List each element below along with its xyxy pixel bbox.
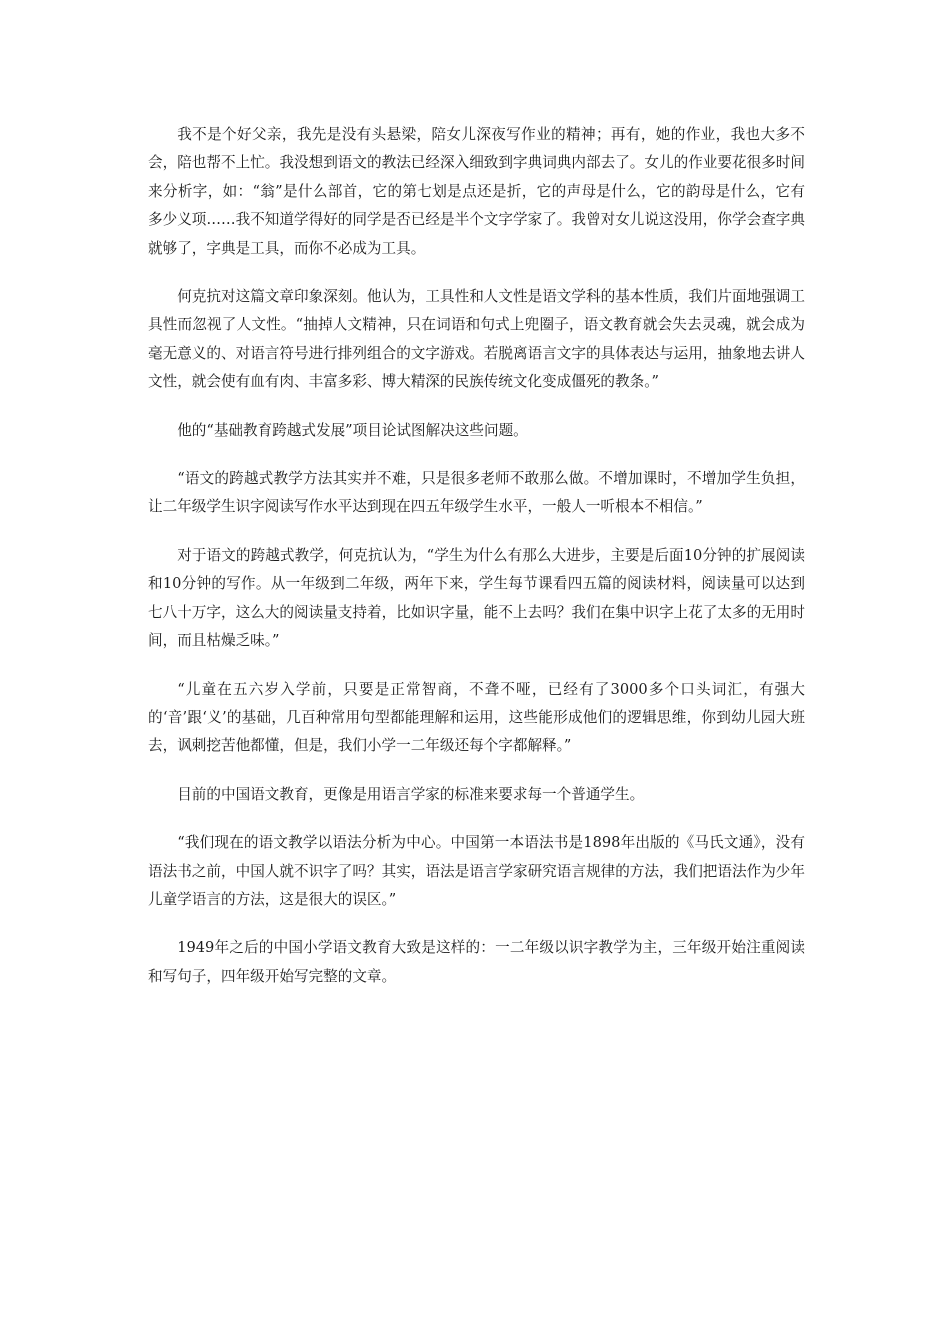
paragraph: 我不是个好父亲，我先是没有头悬梁，陪女儿深夜写作业的精神；再有，她的作业，我也大多不会，陪也帮不上忙。我没想到语文的教法已经深入细致到字典词典内部去了。女儿的作业要花很多时间来分析字，如：“翁”是什么部首，它的第七划是点还是折，它的声母是什么，它的韵母是什么，它有多少义项……我不知道学得好的同学是否已经是半个文字学家了。我曾对女儿说这没用，你学会查字典就够了，字典是工具，而你不必成为工具。 [148, 126, 805, 257]
paragraph: 目前的中国语文教育，更像是用语言学家的标准来要求每一个普通学生。 [177, 785, 645, 803]
paragraph: 他的“基础教育跨越式发展”项目论试图解决这些问题。 [177, 421, 528, 439]
paragraph: 1949年之后的中国小学语文教育大致是这样的：一二年级以识字教学为主，三年级开始注重阅读和写句子，四年级开始写完整的文章。 [148, 939, 805, 985]
paragraph: “儿童在五六岁入学前，只要是正常智商，不聋不哑，已经有了3000多个口头词汇，有强大的‘音’跟‘义’的基础，几百种常用句型都能理解和运用，这些能形成他们的逻辑思维，你到幼儿园大班去，讽刺挖苦他都懂，但是，我们小学一二年级还每个字都解释。” [148, 680, 805, 755]
paragraph: 何克抗对这篇文章印象深刻。他认为，工具性和人文性是语文学科的基本性质，我们片面地强调工具性而忽视了人文性。“抽掉人文精神，只在词语和句式上兜圈子，语文教育就会失去灵魂，就会成为毫无意义的、对语言符号进行排列组合的文字游戏。若脱离语言文字的具体表达与运用，抽象地去讲人文性，就会使有血有肉、丰富多彩、博大精深的民族传统文化变成僵死的教条。” [148, 288, 805, 391]
paragraph: “语文的跨越式教学方法其实并不难，只是很多老师不敢那么做。不增加课时，不增加学生负担，让二年级学生识字阅读写作水平达到现在四五年级学生水平，一般人一听根本不相信。” [148, 470, 805, 516]
paragraph: 对于语文的跨越式教学，何克抗认为，“学生为什么有那么大进步，主要是后面10分钟的扩展阅读和10分钟的写作。从一年级到二年级，两年下来，学生每节课看四五篇的阅读材料，阅读量可以达到七八十万字，这么大的阅读量支持着，比如识字量，能不上去吗？我们在集中识字上花了太多的无用时间，而且枯燥乏味。” [148, 546, 805, 650]
document-body [148, 121, 805, 1011]
paragraph: “我们现在的语文教学以语法分析为中心。中国第一本语法书是1898年出版的《马氏文通》，没有语法书之前，中国人就不识字了吗？其实，语法是语言学家研究语言规律的方法，我们把语法作为少年儿童学语言的方法，这是很大的误区。” [148, 834, 805, 908]
